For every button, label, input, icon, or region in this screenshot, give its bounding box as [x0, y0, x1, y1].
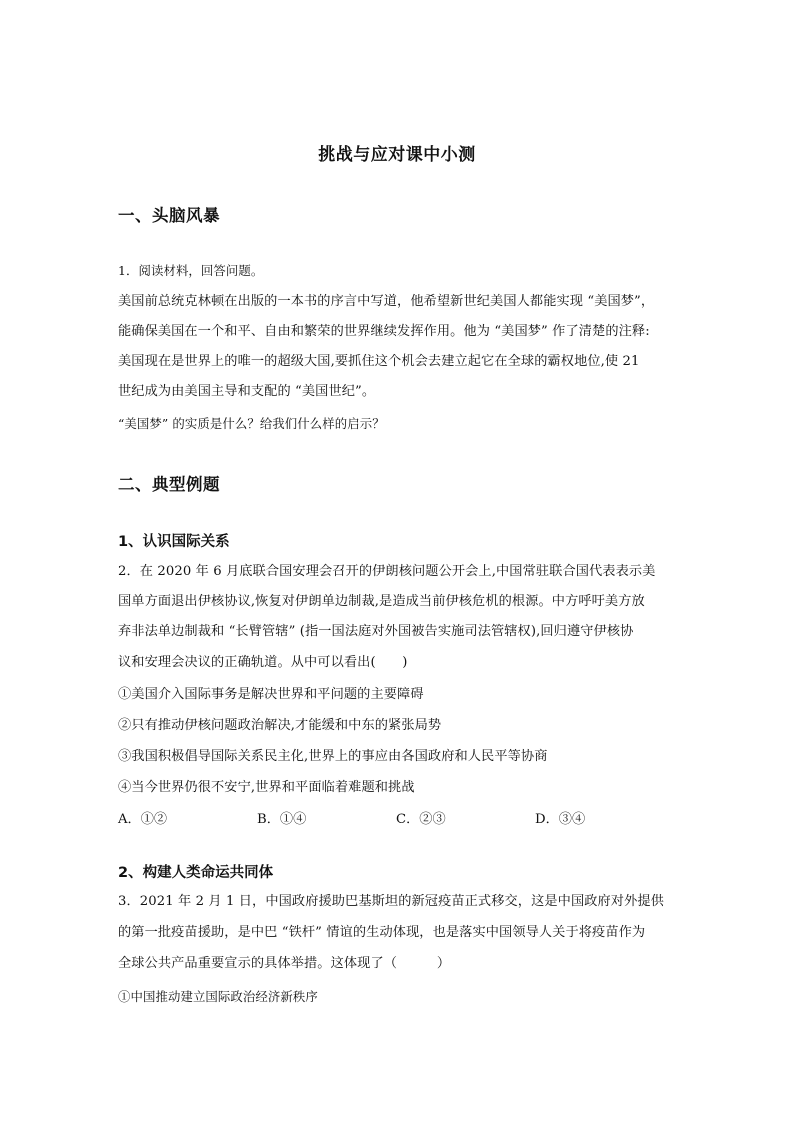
q2-stem-line: 议和安理会决议的正确轨道。从中可以看出( ) [118, 655, 408, 670]
q3-stem-line: 全球公共产品重要宣示的具体举措。这体现了（ ） [118, 956, 451, 971]
q3-stem-line: 的第一批疫苗援助，是中巴 “铁杆” 情谊的生动体现，也是落实中国领导人关于将疫苗作为 [118, 925, 646, 940]
q2-statement: ①美国介入国际事务是解决世界和平问题的主要障碍 [118, 687, 424, 702]
q1-prompt: 1．阅读材料，回答问题。 [118, 263, 264, 278]
q2-option-c[interactable]: C．②③ [396, 812, 446, 827]
page-title: 挑战与应对课中小测 [318, 145, 476, 165]
subsection-heading-shared-future: 2、构建人类命运共同体 [118, 865, 274, 881]
q3-stem-line: 3．2021 年 2 月 1 日，中国政府援助巴基斯坦的新冠疫苗正式移交，这是中国政府对外提供 [118, 894, 664, 909]
section-heading-brainstorm: 一、头脑风暴 [118, 206, 220, 225]
q1-question: “美国梦” 的实质是什么？给我们什么样的启示？ [118, 416, 385, 431]
q2-statement: ③我国积极倡导国际关系民主化,世界上的事应由各国政府和人民平等协商 [118, 749, 548, 764]
q1-material-line: 美国现在是世界上的唯一的超级大国,要抓住这个机会去建立起它在全球的霸权地位,使 21 [118, 354, 640, 369]
q2-stem-line: 弃非法单边制裁和 “长臂管辖” (指一国法庭对外国被告实施司法管辖权),回归遵守伊核协 [118, 624, 634, 639]
q2-option-b[interactable]: B．①④ [257, 812, 307, 827]
q1-material-line: 美国前总统克林顿在出版的一本书的序言中写道，他希望新世纪美国人都能实现 “美国梦”， [118, 294, 655, 309]
q2-stem-line: 2．在 2020 年 6 月底联合国安理会召开的伊朗核问题公开会上,中国常驻联合国代表表示美 [118, 564, 656, 579]
q1-material-line: 世纪成为由美国主导和支配的 “美国世纪”。 [118, 384, 376, 399]
q3-statement: ①中国推动建立国际政治经济新秩序 [118, 989, 318, 1004]
q2-statement: ②只有推动伊核问题政治解决,才能缓和中东的紧张局势 [118, 718, 442, 733]
subsection-heading-international-relations: 1、认识国际关系 [118, 534, 230, 550]
q2-statement: ④当今世界仍很不安宁,世界和平面临着难题和挑战 [118, 780, 415, 795]
q1-material-line: 能确保美国在一个和平、自由和繁荣的世界继续发挥作用。他为 “美国梦” 作了清楚的注释: [118, 324, 650, 339]
section-heading-examples: 二、典型例题 [118, 475, 220, 494]
q2-stem-line: 国单方面退出伊核协议,恢复对伊朗单边制裁,是造成当前伊核危机的根源。中方呼吁美方放 [118, 594, 645, 609]
q2-option-d[interactable]: D．③④ [535, 812, 586, 827]
q2-option-a[interactable]: A．①② [118, 812, 168, 827]
